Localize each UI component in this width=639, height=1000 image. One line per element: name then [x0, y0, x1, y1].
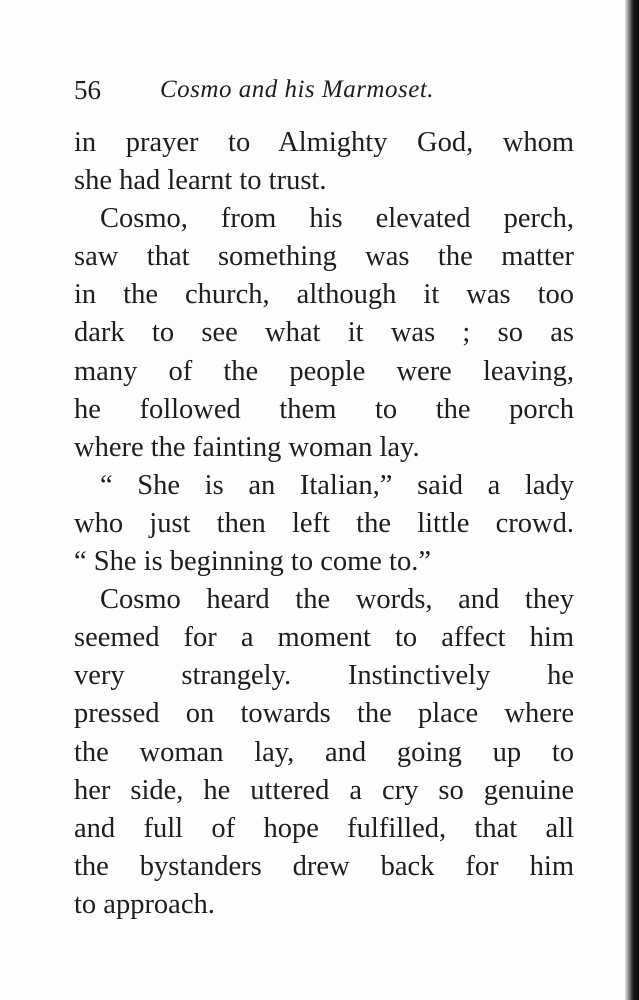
running-title: Cosmo and his Marmoset.: [160, 76, 435, 103]
text-line: he followed them to the porch: [74, 393, 574, 425]
text-line: pressed on towards the place where: [74, 698, 574, 730]
text-line: “ She is an Italian,” said a lady: [100, 469, 574, 501]
text-line: and full of hope fulfilled, that all: [74, 812, 574, 844]
text-line: to approach.: [74, 888, 215, 920]
text-line: who just then left the little crowd.: [74, 507, 574, 539]
text-line: many of the people were leaving,: [74, 355, 574, 387]
text-line: the bystanders drew back for him: [74, 850, 574, 882]
text-line: seemed for a moment to affect him: [74, 622, 574, 654]
page-header: [74, 72, 574, 108]
text-line: her side, he uttered a cry so genuine: [74, 774, 574, 806]
text-line: saw that something was the matter: [74, 241, 574, 273]
page-edge-shadow: [625, 0, 639, 1000]
text-line: Cosmo, from his elevated perch,: [100, 203, 574, 235]
text-line: the woman lay, and going up to: [74, 736, 574, 768]
text-line: in the church, although it was too: [74, 279, 574, 311]
text-line: Cosmo heard the words, and they: [100, 584, 574, 616]
page-number: 56: [74, 75, 101, 105]
text-line: in prayer to Almighty God, whom: [74, 127, 574, 158]
body-text: [74, 124, 574, 924]
text-line: “ She is beginning to come to.”: [74, 546, 431, 578]
text-line: very strangely. Instinctively he: [74, 660, 574, 692]
text-line: where the fainting woman lay.: [74, 431, 420, 463]
text-line: dark to see what it was ; so as: [74, 317, 574, 349]
text-line: she had learnt to trust.: [74, 165, 327, 197]
